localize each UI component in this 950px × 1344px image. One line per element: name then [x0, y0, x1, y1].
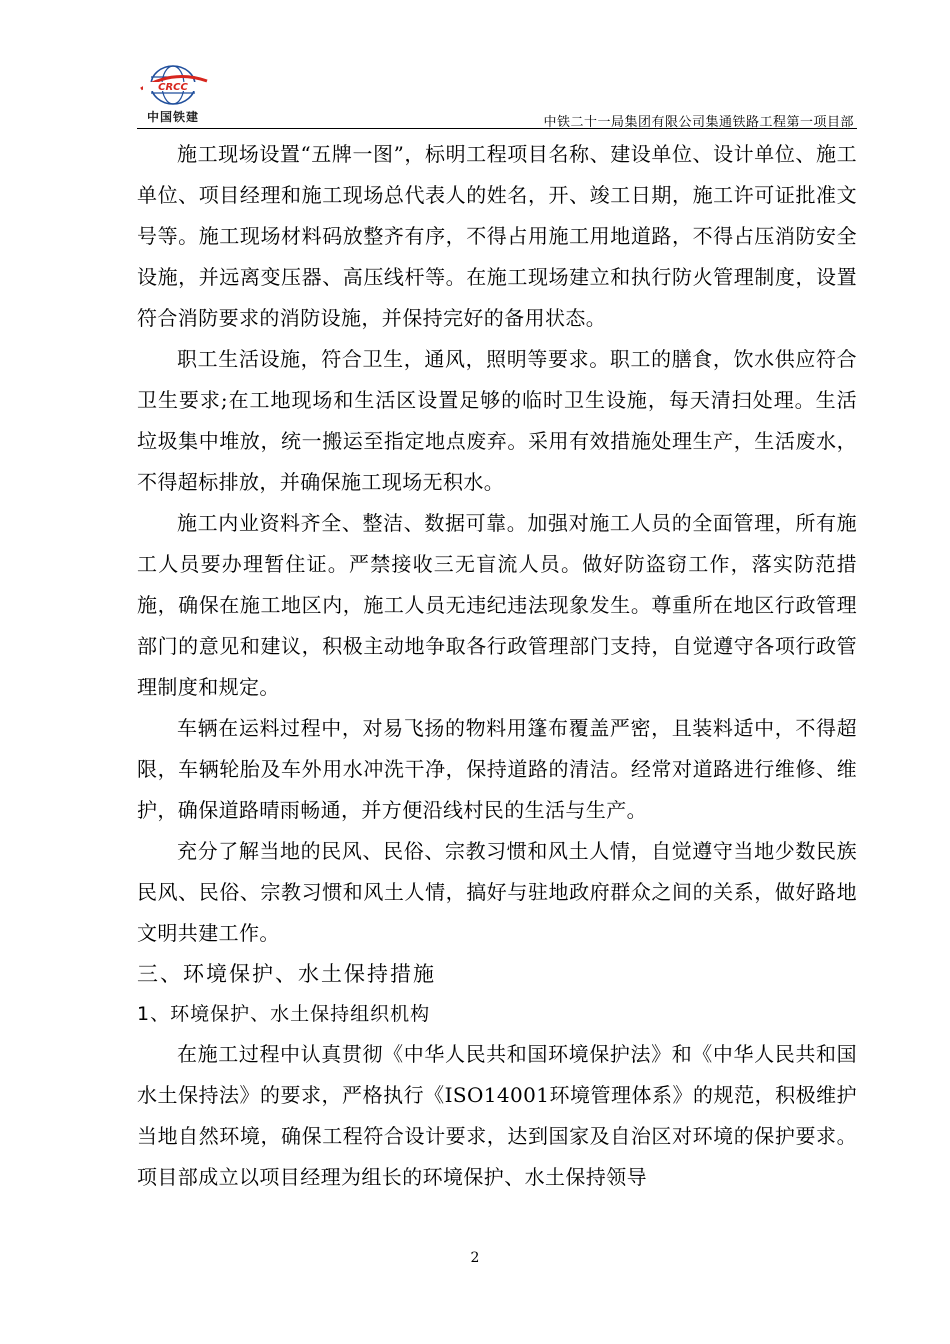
- svg-text:CRCC: CRCC: [158, 82, 188, 93]
- document-body: [137, 134, 857, 1198]
- body-paragraph: 施工内业资料齐全、整洁、数据可靠。加强对施工人员的全面管理，所有施工人员要办理暂住证。严禁接收三无盲流人员。做好防盗窃工作，落实防范措施，确保在施工地区内，施工人员无违纪违法现象发生。尊重所在地区行政管理部门的意见和建议，积极主动地争取各行政管理部门支持，自觉遵守各项行政管理制度和规定。: [137, 511, 857, 699]
- header-divider: [137, 128, 857, 129]
- crcc-logo-icon: [137, 63, 209, 109]
- subsection-heading: 1、环境保护、水土保持组织机构: [137, 1003, 431, 1025]
- body-paragraph: 施工现场设置“五牌一图”，标明工程项目名称、建设单位、设计单位、施工单位、项目经理和施工现场总代表人的姓名，开、竣工日期，施工许可证批准文号等。施工现场材料码放整齐有序，不得占用施工用地道路，不得占压消防安全设施，并远离变压器、高压线杆等。在施工现场建立和执行防火管理制度，设置符合消防要求的消防设施，并保持完好的备用状态。: [137, 142, 857, 330]
- body-paragraph: 充分了解当地的民风、民俗、宗教习惯和风土人情，自觉遵守当地少数民族民风、民俗、宗教习惯和风土人情，搞好与驻地政府群众之间的关系，做好路地文明共建工作。: [137, 839, 857, 945]
- section-heading: 三、环境保护、水土保持措施: [137, 962, 436, 986]
- body-paragraph: 车辆在运料过程中，对易飞扬的物料用篷布覆盖严密，且装料适中，不得超限，车辆轮胎及车外用水冲洗干净，保持道路的清洁。经常对道路进行维修、维护，确保道路晴雨畅通，并方便沿线村民的生活与生产。: [137, 716, 857, 822]
- header-organization: 中铁二十一局集团有限公司集通铁路工程第一项目部: [543, 115, 854, 130]
- crcc-logo: [137, 63, 209, 125]
- logo-caption: 中国铁建: [146, 110, 199, 124]
- body-paragraph: 在施工过程中认真贯彻《中华人民共和国环境保护法》和《中华人民共和国水土保持法》的要求，严格执行《ISO14001环境管理体系》的规范，积极维护当地自然环境，确保工程符合设计要求，达到国家及自治区对环境的保护要求。项目部成立以项目经理为组长的环境保护、水土保持领导: [137, 1042, 857, 1189]
- page-number: 2: [470, 1250, 480, 1266]
- body-paragraph: 职工生活设施，符合卫生，通风，照明等要求。职工的膳食，饮水供应符合卫生要求;在工地现场和生活区设置足够的临时卫生设施，每天清扫处理。生活垃圾集中堆放，统一搬运至指定地点废弃。采用有效措施处理生产，生活废水，不得超标排放，并确保施工现场无积水。: [137, 347, 857, 494]
